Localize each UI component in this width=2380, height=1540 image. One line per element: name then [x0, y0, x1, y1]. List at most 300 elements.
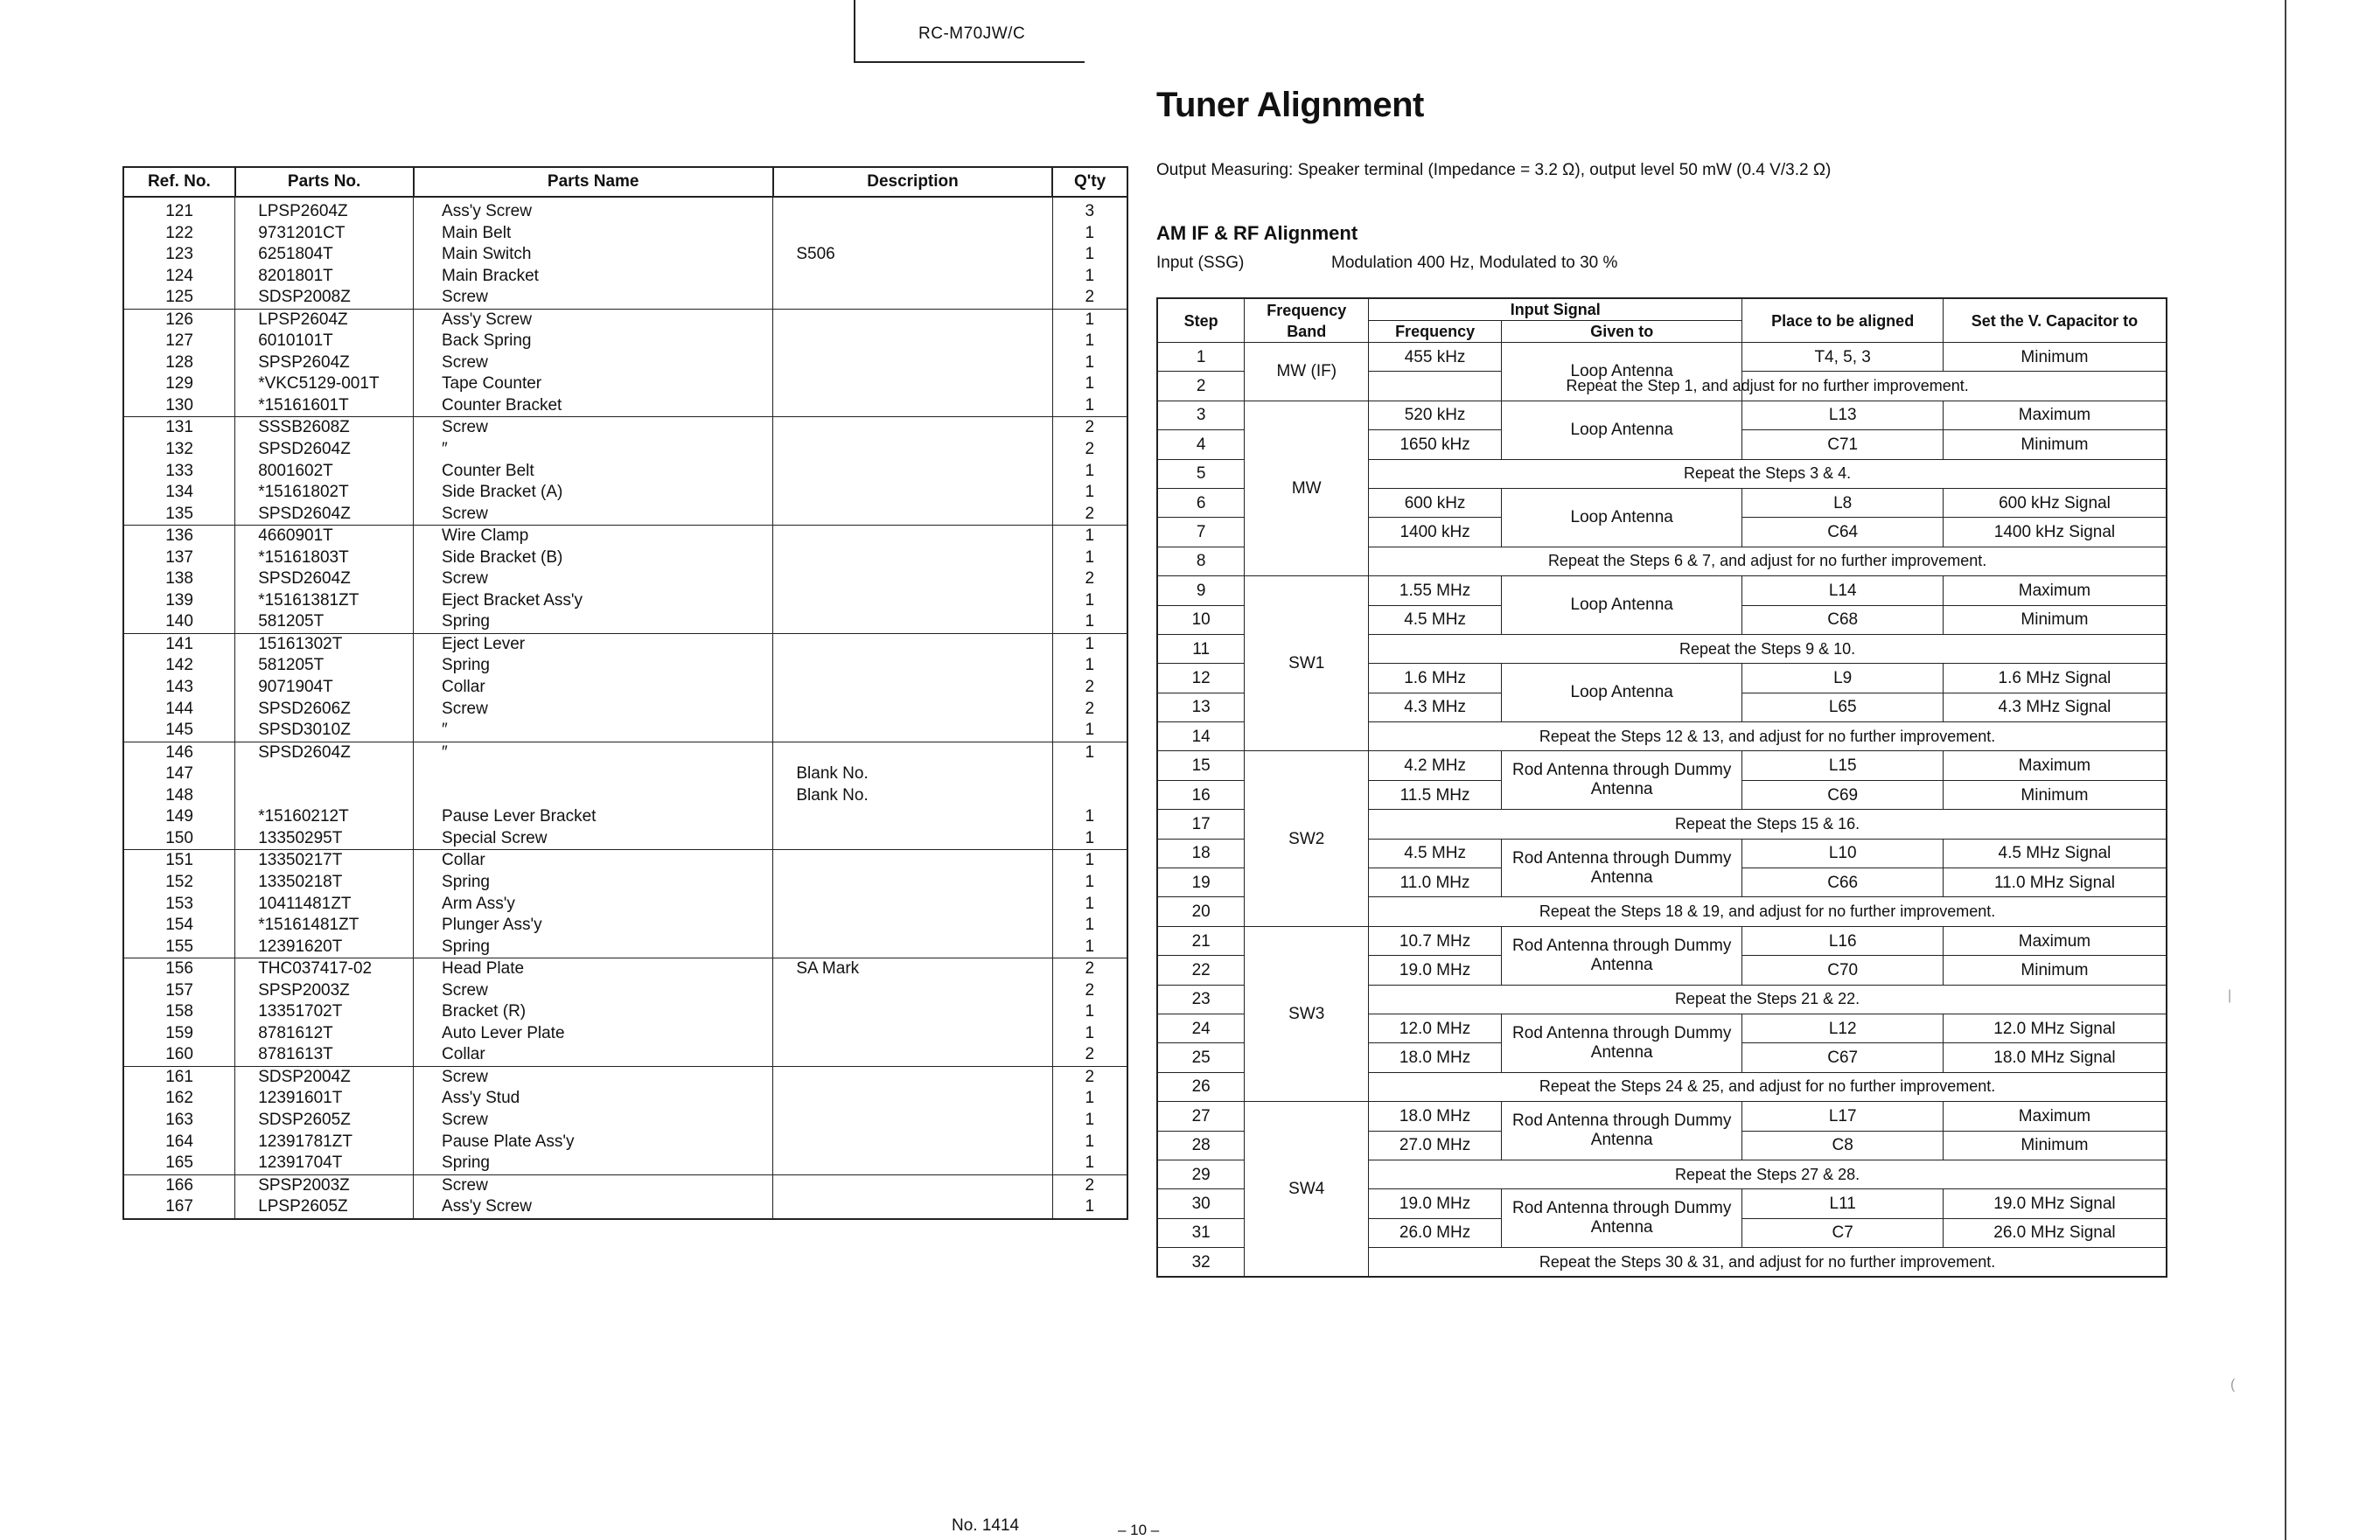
parts-description	[773, 526, 1052, 547]
parts-description	[773, 894, 1052, 916]
parts-number: 8001602T	[235, 461, 414, 483]
col-parts-no: Parts No.	[235, 167, 414, 197]
capacitor-setting: Maximum	[1943, 1102, 2167, 1131]
parts-name: Back Spring	[414, 331, 773, 352]
place-to-align: C67	[1742, 1043, 1944, 1072]
parts-qty: 1	[1052, 352, 1127, 374]
parts-ref: 126	[123, 309, 235, 331]
page-edge-rule	[2285, 0, 2286, 1540]
parts-ref: 147	[123, 763, 235, 785]
table-row	[1157, 401, 2167, 429]
input-frequency: 455 kHz	[1369, 343, 1502, 372]
table-row	[123, 699, 1127, 721]
parts-table	[122, 166, 1128, 1220]
step-number: 31	[1157, 1218, 1245, 1247]
table-row	[1157, 1102, 2167, 1131]
parts-description	[773, 482, 1052, 504]
given-to: Loop Antenna	[1501, 401, 1741, 459]
place-to-align: L13	[1742, 401, 1944, 429]
parts-name: Eject Bracket Ass'y	[414, 590, 773, 612]
parts-name: Wire Clamp	[414, 526, 773, 547]
parts-number: 12391620T	[235, 937, 414, 958]
parts-qty: 2	[1052, 439, 1127, 461]
place-to-align: L65	[1742, 693, 1944, 721]
step-number: 16	[1157, 780, 1245, 809]
alignment-table-wrap	[1156, 297, 2167, 1278]
place-to-align: L11	[1742, 1189, 1944, 1218]
table-row	[123, 611, 1127, 633]
step-number: 12	[1157, 664, 1245, 693]
parts-ref: 163	[123, 1110, 235, 1132]
parts-number: 12391704T	[235, 1153, 414, 1174]
table-row	[123, 655, 1127, 677]
table-row	[123, 568, 1127, 590]
parts-qty	[1052, 763, 1127, 785]
parts-ref: 121	[123, 197, 235, 223]
table-row	[123, 785, 1127, 807]
place-to-align: C64	[1742, 518, 1944, 547]
parts-name: Spring	[414, 937, 773, 958]
input-frequency: 10.7 MHz	[1369, 926, 1502, 955]
output-measuring: Output Measuring: Speaker terminal (Impedance = 3.2 Ω), output level 50 mW (0.4 V/3.2 Ω)	[1156, 161, 1832, 179]
place-to-align: C8	[1742, 1131, 1944, 1160]
input-frequency: 12.0 MHz	[1369, 1014, 1502, 1042]
parts-qty: 1	[1052, 720, 1127, 742]
table-row	[123, 980, 1127, 1002]
parts-number: SDSP2004Z	[235, 1066, 414, 1088]
parts-description	[773, 197, 1052, 223]
parts-number: 8781613T	[235, 1044, 414, 1066]
parts-qty: 1	[1052, 331, 1127, 352]
parts-name: Side Bracket (B)	[414, 547, 773, 569]
table-row	[123, 547, 1127, 569]
parts-description	[773, 309, 1052, 331]
parts-name: Arm Ass'y	[414, 894, 773, 916]
parts-description	[773, 850, 1052, 872]
parts-ref: 140	[123, 611, 235, 633]
parts-description	[773, 633, 1052, 655]
parts-number: SPSD2604Z	[235, 504, 414, 526]
parts-name: Ass'y Screw	[414, 309, 773, 331]
place-to-align: C7	[1742, 1218, 1944, 1247]
parts-number: 8781612T	[235, 1023, 414, 1045]
parts-qty: 2	[1052, 699, 1127, 721]
parts-ref: 145	[123, 720, 235, 742]
parts-qty: 2	[1052, 1066, 1127, 1088]
parts-description	[773, 331, 1052, 352]
parts-number: 6010101T	[235, 331, 414, 352]
parts-qty: 1	[1052, 373, 1127, 395]
step-number: 27	[1157, 1102, 1245, 1131]
input-frequency: 4.5 MHz	[1369, 839, 1502, 868]
parts-qty: 1	[1052, 590, 1127, 612]
parts-name: Collar	[414, 1044, 773, 1066]
table-row	[123, 244, 1127, 266]
frequency-band: SW3	[1245, 926, 1369, 1101]
given-to: Loop Antenna	[1501, 576, 1741, 635]
capacitor-setting: Maximum	[1943, 751, 2167, 780]
parts-description	[773, 937, 1052, 958]
parts-description	[773, 806, 1052, 828]
parts-number: *15161481ZT	[235, 915, 414, 937]
parts-qty: 1	[1052, 1110, 1127, 1132]
scan-mark: (	[2230, 1377, 2236, 1392]
parts-name: Bracket (R)	[414, 1001, 773, 1023]
parts-ref: 125	[123, 287, 235, 309]
parts-qty: 1	[1052, 915, 1127, 937]
step-number: 23	[1157, 985, 1245, 1014]
parts-qty: 1	[1052, 742, 1127, 763]
parts-qty: 1	[1052, 806, 1127, 828]
parts-name: Main Belt	[414, 223, 773, 245]
parts-description	[773, 352, 1052, 374]
parts-qty: 2	[1052, 568, 1127, 590]
parts-number: SPSD2604Z	[235, 742, 414, 763]
alignment-header-row-1	[1157, 298, 2167, 321]
input-frequency: 1400 kHz	[1369, 518, 1502, 547]
parts-ref: 167	[123, 1196, 235, 1219]
parts-name: Counter Bracket	[414, 395, 773, 417]
input-frequency: 11.5 MHz	[1369, 780, 1502, 809]
step-number: 4	[1157, 430, 1245, 459]
parts-description	[773, 1196, 1052, 1219]
header-place: Place to be aligned	[1742, 298, 1944, 343]
parts-description	[773, 720, 1052, 742]
input-frequency: 19.0 MHz	[1369, 956, 1502, 985]
table-row	[123, 1196, 1127, 1219]
parts-number: 9071904T	[235, 677, 414, 699]
step-number: 2	[1157, 372, 1245, 401]
parts-number: *15160212T	[235, 806, 414, 828]
col-parts-name: Parts Name	[414, 167, 773, 197]
table-row	[123, 937, 1127, 958]
table-row	[1157, 343, 2167, 372]
place-to-align: L16	[1742, 926, 1944, 955]
parts-number: *15161803T	[235, 547, 414, 569]
given-to: Rod Antenna through Dummy Antenna	[1501, 1189, 1741, 1248]
parts-qty: 1	[1052, 223, 1127, 245]
scan-mark: |	[2228, 988, 2232, 1003]
step-number: 1	[1157, 343, 1245, 372]
table-row	[123, 266, 1127, 288]
parts-name: Screw	[414, 1174, 773, 1196]
parts-number: SPSP2003Z	[235, 980, 414, 1002]
input-frequency: 18.0 MHz	[1369, 1043, 1502, 1072]
parts-number: 13350218T	[235, 872, 414, 894]
repeat-note: Repeat the Steps 9 & 10.	[1369, 634, 2167, 663]
table-row	[123, 958, 1127, 980]
repeat-note: Repeat the Steps 6 & 7, and adjust for no further improvement.	[1369, 547, 2167, 575]
table-row	[123, 461, 1127, 483]
parts-number: SPSP2604Z	[235, 352, 414, 374]
repeat-note: Repeat the Steps 27 & 28.	[1369, 1160, 2167, 1188]
step-number: 6	[1157, 488, 1245, 517]
parts-number: *15161601T	[235, 395, 414, 417]
parts-number	[235, 763, 414, 785]
header-set: Set the V. Capacitor to	[1943, 298, 2167, 343]
parts-qty: 1	[1052, 655, 1127, 677]
table-row	[123, 850, 1127, 872]
parts-ref: 165	[123, 1153, 235, 1174]
table-row	[123, 309, 1127, 331]
input-frequency: 27.0 MHz	[1369, 1131, 1502, 1160]
step-number: 25	[1157, 1043, 1245, 1072]
parts-list	[122, 166, 1128, 1220]
parts-ref: 153	[123, 894, 235, 916]
parts-number: SPSD2606Z	[235, 699, 414, 721]
table-row	[123, 1110, 1127, 1132]
table-row	[123, 828, 1127, 850]
parts-description: Blank No.	[773, 763, 1052, 785]
capacitor-setting: Maximum	[1943, 401, 2167, 429]
parts-description	[773, 590, 1052, 612]
parts-description	[773, 1023, 1052, 1045]
parts-description	[773, 439, 1052, 461]
capacitor-setting: Minimum	[1943, 1131, 2167, 1160]
parts-name: Screw	[414, 504, 773, 526]
parts-qty: 1	[1052, 482, 1127, 504]
parts-name: Spring	[414, 872, 773, 894]
parts-description	[773, 611, 1052, 633]
table-row	[123, 1153, 1127, 1174]
step-number: 26	[1157, 1072, 1245, 1101]
given-to: Rod Antenna through Dummy Antenna	[1501, 1014, 1741, 1072]
table-row	[123, 720, 1127, 742]
table-row	[123, 894, 1127, 916]
parts-number: SPSD2604Z	[235, 568, 414, 590]
step-number: 17	[1157, 810, 1245, 839]
capacitor-setting: Minimum	[1943, 956, 2167, 985]
parts-number: SDSP2605Z	[235, 1110, 414, 1132]
parts-number: *15161381ZT	[235, 590, 414, 612]
step-number: 14	[1157, 722, 1245, 751]
parts-name: Screw	[414, 352, 773, 374]
parts-qty: 2	[1052, 417, 1127, 439]
given-to: Loop Antenna	[1501, 488, 1741, 547]
step-number: 7	[1157, 518, 1245, 547]
parts-ref: 130	[123, 395, 235, 417]
parts-number: LPSP2604Z	[235, 197, 414, 223]
parts-description	[773, 223, 1052, 245]
repeat-note: Repeat the Steps 18 & 19, and adjust for no further improvement.	[1369, 897, 2167, 926]
table-row	[123, 504, 1127, 526]
parts-description	[773, 677, 1052, 699]
parts-ref: 143	[123, 677, 235, 699]
parts-qty: 1	[1052, 633, 1127, 655]
parts-table-body	[123, 197, 1127, 1219]
parts-ref: 154	[123, 915, 235, 937]
parts-name: Screw	[414, 1066, 773, 1088]
parts-number: 4660901T	[235, 526, 414, 547]
parts-name: Main Bracket	[414, 266, 773, 288]
parts-number: 6251804T	[235, 244, 414, 266]
parts-name: Spring	[414, 611, 773, 633]
parts-name: Collar	[414, 850, 773, 872]
parts-name: Ass'y Stud	[414, 1088, 773, 1110]
table-row	[1157, 576, 2167, 605]
parts-qty: 1	[1052, 828, 1127, 850]
parts-name: Pause Lever Bracket	[414, 806, 773, 828]
parts-qty: 1	[1052, 937, 1127, 958]
parts-ref: 156	[123, 958, 235, 980]
step-number: 28	[1157, 1131, 1245, 1160]
input-frequency: 520 kHz	[1369, 401, 1502, 429]
parts-qty: 1	[1052, 894, 1127, 916]
parts-ref: 127	[123, 331, 235, 352]
input-frequency: 600 kHz	[1369, 488, 1502, 517]
parts-number: 15161302T	[235, 633, 414, 655]
table-row	[123, 287, 1127, 309]
parts-name: Screw	[414, 699, 773, 721]
table-row	[1157, 751, 2167, 780]
parts-name: Tape Counter	[414, 373, 773, 395]
repeat-note: Repeat the Step 1, and adjust for no further improvement.	[1369, 372, 2167, 401]
parts-qty: 1	[1052, 1196, 1127, 1219]
parts-qty: 2	[1052, 1044, 1127, 1066]
step-number: 19	[1157, 868, 1245, 897]
repeat-note: Repeat the Steps 30 & 31, and adjust for no further improvement.	[1369, 1248, 2167, 1277]
given-to: Rod Antenna through Dummy Antenna	[1501, 751, 1741, 810]
parts-qty: 1	[1052, 1001, 1127, 1023]
step-number: 5	[1157, 459, 1245, 488]
parts-description	[773, 568, 1052, 590]
parts-ref: 166	[123, 1174, 235, 1196]
col-qty: Q'ty	[1052, 167, 1127, 197]
parts-number: *VKC5129-001T	[235, 373, 414, 395]
capacitor-setting: 11.0 MHz Signal	[1943, 868, 2167, 897]
parts-description	[773, 1088, 1052, 1110]
alignment-table	[1156, 297, 2167, 1278]
place-to-align: L12	[1742, 1014, 1944, 1042]
table-row	[123, 872, 1127, 894]
capacitor-setting: 4.5 MHz Signal	[1943, 839, 2167, 868]
parts-description	[773, 655, 1052, 677]
parts-ref: 162	[123, 1088, 235, 1110]
parts-name: Collar	[414, 677, 773, 699]
parts-number: 13350217T	[235, 850, 414, 872]
parts-ref: 141	[123, 633, 235, 655]
place-to-align: C70	[1742, 956, 1944, 985]
capacitor-setting: 4.3 MHz Signal	[1943, 693, 2167, 721]
parts-description	[773, 980, 1052, 1002]
parts-ref: 139	[123, 590, 235, 612]
parts-description	[773, 1001, 1052, 1023]
parts-number: 12391781ZT	[235, 1132, 414, 1153]
capacitor-setting: Minimum	[1943, 780, 2167, 809]
frequency-band: SW4	[1245, 1102, 1369, 1277]
input-frequency: 18.0 MHz	[1369, 1102, 1502, 1131]
page-title: Tuner Alignment	[1156, 86, 1424, 124]
page-number: – 10 –	[1118, 1522, 1160, 1538]
parts-qty: 1	[1052, 395, 1127, 417]
col-description: Description	[773, 167, 1052, 197]
parts-name	[414, 785, 773, 807]
parts-description	[773, 1132, 1052, 1153]
parts-ref: 161	[123, 1066, 235, 1088]
parts-ref: 144	[123, 699, 235, 721]
parts-qty: 1	[1052, 526, 1127, 547]
parts-ref: 135	[123, 504, 235, 526]
parts-number: LPSP2604Z	[235, 309, 414, 331]
parts-qty: 1	[1052, 244, 1127, 266]
parts-name: Eject Lever	[414, 633, 773, 655]
place-to-align: T4, 5, 3	[1742, 343, 1944, 372]
step-number: 10	[1157, 605, 1245, 634]
parts-name: Screw	[414, 1110, 773, 1132]
parts-ref: 134	[123, 482, 235, 504]
parts-description	[773, 828, 1052, 850]
parts-ref: 152	[123, 872, 235, 894]
table-row	[123, 526, 1127, 547]
parts-number: SPSP2003Z	[235, 1174, 414, 1196]
parts-number: SDSP2008Z	[235, 287, 414, 309]
parts-number: LPSP2605Z	[235, 1196, 414, 1219]
input-value: Modulation 400 Hz, Modulated to 30 %	[1331, 254, 1618, 272]
parts-qty: 2	[1052, 287, 1127, 309]
parts-name: Screw	[414, 980, 773, 1002]
table-row	[123, 352, 1127, 374]
parts-number: SPSD3010Z	[235, 720, 414, 742]
table-row	[123, 331, 1127, 352]
step-number: 3	[1157, 401, 1245, 429]
step-number: 18	[1157, 839, 1245, 868]
table-row	[123, 915, 1127, 937]
parts-qty: 3	[1052, 197, 1127, 223]
table-row	[123, 1132, 1127, 1153]
table-row	[1157, 926, 2167, 955]
parts-description: SA Mark	[773, 958, 1052, 980]
parts-name: Pause Plate Ass'y	[414, 1132, 773, 1153]
step-number: 29	[1157, 1160, 1245, 1188]
parts-ref: 158	[123, 1001, 235, 1023]
parts-qty: 1	[1052, 1153, 1127, 1174]
place-to-align: C66	[1742, 868, 1944, 897]
parts-ref: 122	[123, 223, 235, 245]
step-number: 21	[1157, 926, 1245, 955]
table-row	[123, 373, 1127, 395]
capacitor-setting: Minimum	[1943, 343, 2167, 372]
parts-qty: 1	[1052, 611, 1127, 633]
parts-number: SPSD2604Z	[235, 439, 414, 461]
parts-qty: 1	[1052, 1088, 1127, 1110]
parts-description	[773, 915, 1052, 937]
section-title: AM IF & RF Alignment	[1156, 222, 1358, 244]
input-frequency: 1650 kHz	[1369, 430, 1502, 459]
table-row	[123, 197, 1127, 223]
table-row	[123, 590, 1127, 612]
parts-name: Ass'y Screw	[414, 197, 773, 223]
parts-qty: 2	[1052, 504, 1127, 526]
place-to-align: C71	[1742, 430, 1944, 459]
table-row	[123, 806, 1127, 828]
capacitor-setting: 1.6 MHz Signal	[1943, 664, 2167, 693]
repeat-note: Repeat the Steps 21 & 22.	[1369, 985, 2167, 1014]
input-label: Input (SSG)	[1156, 254, 1245, 272]
parts-qty: 1	[1052, 872, 1127, 894]
parts-name: Auto Lever Plate	[414, 1023, 773, 1045]
parts-description	[773, 1174, 1052, 1196]
parts-number: 9731201CT	[235, 223, 414, 245]
parts-ref: 150	[123, 828, 235, 850]
input-frequency: 26.0 MHz	[1369, 1218, 1502, 1247]
step-number: 24	[1157, 1014, 1245, 1042]
parts-description: S506	[773, 244, 1052, 266]
place-to-align: C68	[1742, 605, 1944, 634]
parts-ref: 155	[123, 937, 235, 958]
parts-number: 13351702T	[235, 1001, 414, 1023]
table-row	[123, 742, 1127, 763]
parts-qty: 1	[1052, 1023, 1127, 1045]
